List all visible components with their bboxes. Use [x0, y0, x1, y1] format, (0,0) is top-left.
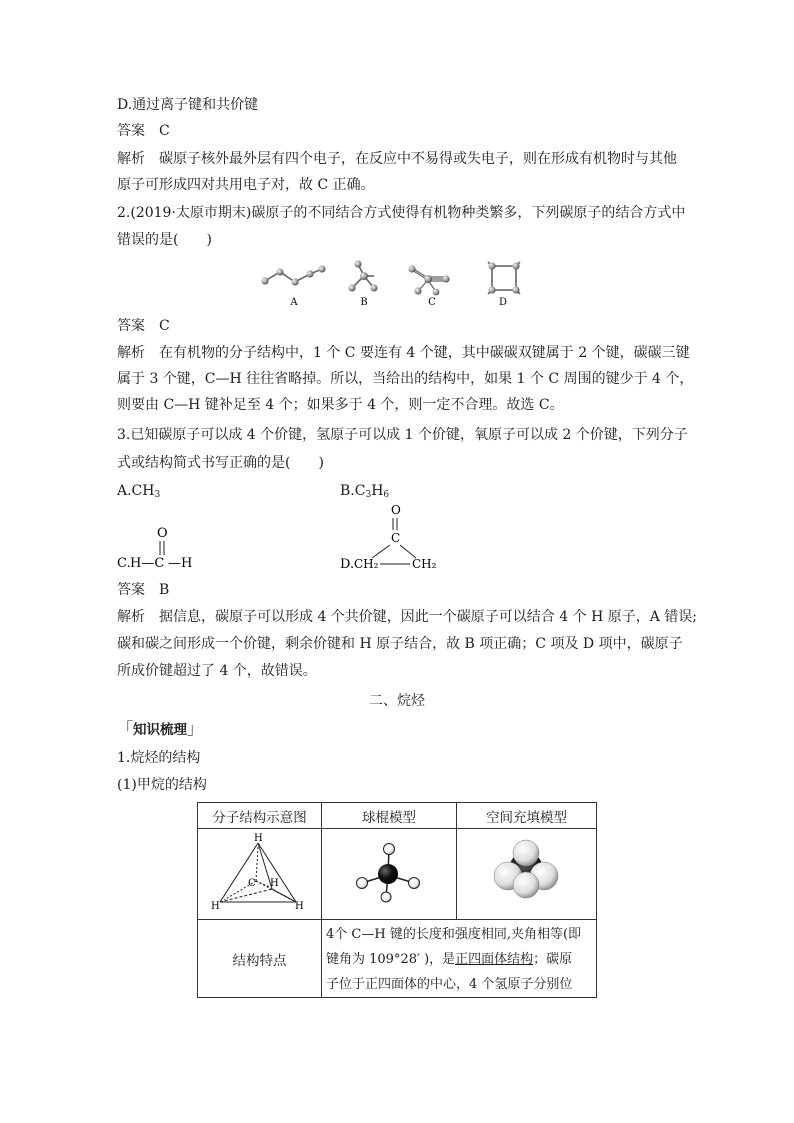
q3-analysis-line-1: [117, 609, 697, 625]
subsection-2: (1)甲烷的结构: [117, 777, 207, 793]
q2-answer-line: [117, 318, 170, 334]
analysis-label: 解析: [117, 609, 145, 625]
answer-label: 答案: [117, 123, 145, 139]
q3-analysis-line-2: 碳和碳之间形成一个价键，剩余价键和 H 原子结合，故 B 项正确；C 项及 D 项中，碳原子: [117, 636, 683, 652]
option-d-left: CH₂: [354, 557, 379, 571]
q2-analysis-line-3: 则要由 C—H 键补足至 4 个；如果多于 4 个，则一定不合理。故选 C。: [117, 397, 564, 413]
figure-label-d: D: [498, 297, 508, 308]
structure-d: [488, 262, 520, 294]
tetra-h-top: H: [254, 833, 263, 844]
q2-analysis-line-2: 属于 3 个键，C—H 往往省略掉。所以，当给出的结构中，如果 1 个 C 周围的键少于 4 个，: [117, 371, 694, 387]
analysis-label: 解析: [117, 151, 145, 167]
q2-stem-line-1: 2.(2019·太原市期末)碳原子的不同结合方式使得有机物种类繁多，下列碳原子的结合方式中: [117, 205, 686, 221]
answer-label: 答案: [117, 318, 145, 334]
ball-stick-model: [322, 829, 456, 915]
structure-b: [348, 260, 377, 291]
option-d-right: CH₂: [412, 557, 437, 571]
subsection-1: 1.烷烃的结构: [117, 750, 201, 766]
option-d-carbon: C: [391, 531, 401, 545]
figure-label-b: B: [360, 297, 368, 308]
features-line-1: 4个 C—H 键的长度和强度相同,夹角相等(即: [326, 927, 582, 942]
section-title: 二、烷烃: [369, 693, 425, 709]
tetra-h-right: H: [295, 901, 304, 912]
tetrahedron-diagram: [198, 829, 321, 915]
analysis-text: 在有机物的分子结构中，1 个 C 要连有 4 个键，其中碳碳双键属于 2 个键，碳碳三键: [159, 345, 690, 361]
table-header-ball-stick: 球棍模型: [322, 803, 457, 829]
q3-option-c-formula: [117, 520, 207, 574]
table-header-space-filling: 空间充填模型: [457, 803, 597, 829]
answer-value: B: [159, 582, 170, 598]
structure-features-text: [322, 920, 597, 998]
option-d-oxygen: O: [391, 503, 401, 517]
q3-option-a: $A.CH_3$: [117, 483, 161, 500]
ball-stick-cell: [322, 829, 457, 920]
q1-option-d: D.通过离子键和共价键: [117, 97, 259, 113]
knowledge-header: 「知识梳理」: [117, 719, 204, 738]
tetrahedron-cell: [198, 829, 322, 920]
q2-stem-line-2: 错误的是( ): [117, 232, 212, 248]
features-line-3: 子位于正四面体的中心，4 个氢原子分别位: [326, 977, 573, 992]
structure-a: [261, 265, 325, 285]
row-label-structure-features: 结构特点: [198, 920, 322, 998]
q3-answer-line: [117, 582, 169, 598]
figure-label-c: C: [428, 297, 436, 308]
table-header-structure-diagram: 分子结构示意图: [198, 803, 322, 829]
tetra-h-inner: H: [270, 878, 279, 889]
answer-value: C: [159, 318, 170, 334]
option-c-left: H—C: [130, 556, 165, 571]
tetra-c-center: C: [248, 878, 256, 889]
structure-c: [408, 265, 449, 295]
q3-option-d-formula: [340, 502, 450, 574]
option-d-label: D.: [340, 557, 355, 572]
q3-stem-line-1: 3.已知碳原子可以成 4 个价键，氢原子可以成 1 个价键，氧原子可以成 2 个价键，下列分子: [117, 427, 688, 443]
q1-answer-line: [117, 123, 170, 139]
q1-analysis-line-2: 原子可形成四对共用电子对，故 C 正确。: [117, 177, 375, 193]
methane-structure-table: [197, 802, 597, 998]
analysis-label: 解析: [117, 345, 145, 361]
space-filling-cell: [457, 829, 597, 920]
q3-analysis-line-3: 所成价键超过了 4 个，故错误。: [117, 663, 317, 679]
features-line-2: 键角为 109°28′ )，是正四面体结构；碳原: [326, 952, 573, 967]
option-c-label: C.: [117, 556, 131, 571]
answer-value: C: [159, 123, 170, 139]
tetra-h-left: H: [211, 901, 220, 912]
figure-label-a: A: [290, 297, 298, 308]
q1-analysis-line-1: [117, 151, 677, 167]
q2-analysis-line-1: [117, 345, 690, 361]
carbon-bonding-figure: [250, 258, 530, 308]
option-c-right: —H: [168, 556, 193, 571]
analysis-text: 碳原子核外最外层有四个电子，在反应中不易得或失电子，则在形成有机物时与其他: [159, 151, 677, 167]
space-filling-model: [457, 829, 596, 915]
q3-option-b: $B.C_3H_6$: [340, 483, 390, 500]
option-c-oxygen: O: [157, 526, 168, 541]
q3-stem-line-2: 式或结构简式书写正确的是( ): [117, 455, 324, 471]
answer-label: 答案: [117, 582, 145, 598]
analysis-text: 据信息，碳原子可以形成 4 个共价键，因此一个碳原子可以结合 4 个 H 原子，A 错误;: [159, 609, 697, 625]
